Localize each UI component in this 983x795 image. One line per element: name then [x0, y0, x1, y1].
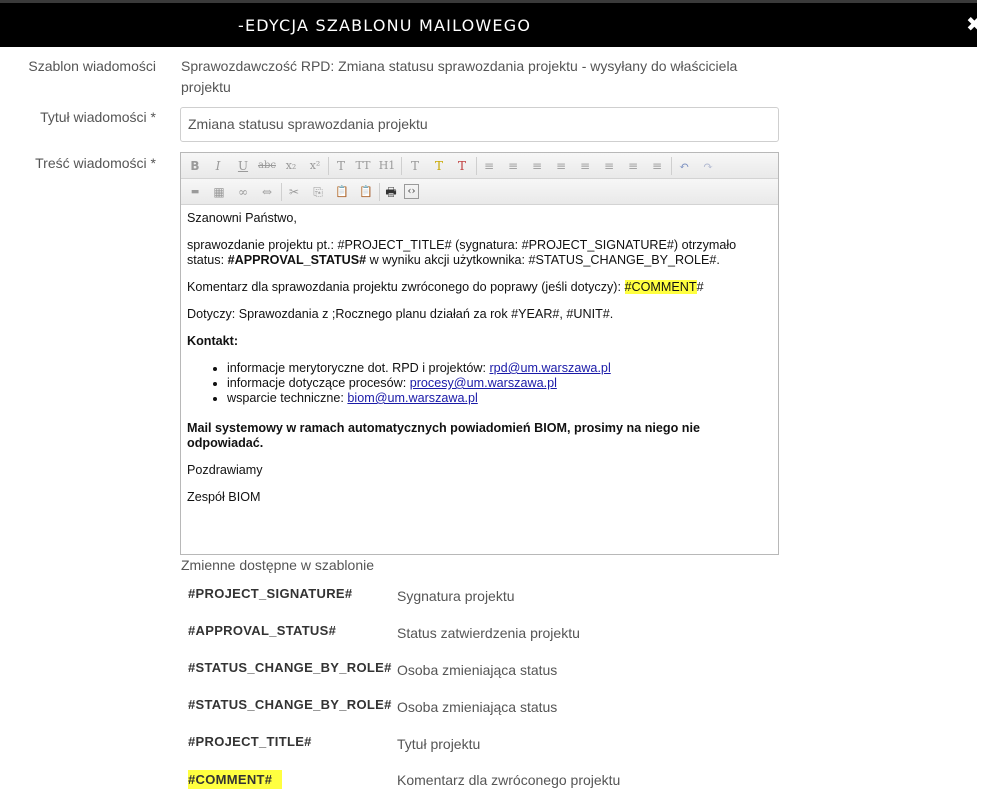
cut-icon[interactable]: ✂	[288, 185, 300, 199]
contact-text: informacje merytoryczne dot. RPD i projektów:	[227, 361, 490, 375]
font-family-icon[interactable]: T	[336, 159, 345, 173]
bullet-list-icon[interactable]: ≡	[483, 159, 495, 173]
contact-text: wsparcie techniczne:	[227, 391, 348, 405]
comment-paragraph	[187, 280, 772, 295]
rich-text-editor[interactable]	[180, 152, 779, 555]
source-code-icon[interactable]: ‹›	[404, 184, 419, 199]
comment-text-a: Komentarz dla sprawozdania projektu zwróconego do poprawy (jeśli dotyczy):	[187, 280, 625, 294]
comment-text-b: #	[696, 280, 704, 294]
outdent-icon[interactable]: ≡	[531, 159, 543, 173]
underline-icon[interactable]: U	[237, 159, 249, 173]
unlink-icon[interactable]: ⇔	[261, 185, 273, 199]
email-link[interactable]: rpd@um.warszawa.pl	[489, 361, 611, 375]
align-left-icon[interactable]: ≡	[579, 159, 591, 173]
modal-title: -EDYCJA SZABLONU MAILOWEGO	[238, 16, 532, 35]
toolbar-separator	[379, 183, 380, 201]
clear-format-icon[interactable]: T	[457, 159, 466, 173]
email-link[interactable]: biom@um.warszawa.pl	[347, 391, 478, 405]
toolbar-separator	[281, 183, 282, 201]
status-text-bold: #APPROVAL_STATUS#	[227, 253, 367, 267]
status-text-a: sprawozdanie projektu pt.: #PROJECT_TITLE# (sygnatura: #PROJECT_SIGNATURE#) otrzymało status:	[187, 238, 737, 267]
contact-list	[227, 361, 772, 406]
variable-name: #APPROVAL_STATUS#	[188, 623, 337, 638]
variable-description: Tytuł projektu	[397, 736, 481, 752]
list-item	[227, 391, 772, 406]
notice-paragraph	[187, 421, 772, 451]
template-value	[181, 56, 737, 98]
link-icon[interactable]: ∞	[238, 185, 248, 199]
variable-name: #PROJECT_SIGNATURE#	[188, 586, 353, 601]
notice-text: Mail systemowy w ramach automatycznych powiadomień BIOM, prosimy na niego nie odpowiadać.	[187, 421, 700, 450]
subject-input[interactable]: Zmiana statusu sprawozdania projektu	[180, 107, 779, 142]
numbered-list-icon[interactable]: ≡	[507, 159, 519, 173]
variable-description: Status zatwierdzenia projektu	[397, 625, 580, 641]
regarding-paragraph: Dotyczy: Sprawozdania z ;Rocznego planu działań za rok #YEAR#, #UNIT#.	[187, 307, 614, 321]
paste-icon[interactable]: 📋	[335, 185, 349, 198]
highlight-color-icon[interactable]: T	[434, 159, 443, 173]
editor-content[interactable]	[181, 206, 778, 554]
font-size-icon[interactable]: TT	[355, 159, 371, 172]
editor-toolbar-row2	[181, 179, 778, 205]
heading-icon[interactable]: H1	[378, 159, 396, 172]
variable-name: #STATUS_CHANGE_BY_ROLE#	[188, 660, 392, 675]
variable-name: #STATUS_CHANGE_BY_ROLE#	[188, 697, 392, 712]
email-link[interactable]: procesy@um.warszawa.pl	[409, 376, 557, 390]
align-justify-icon[interactable]: ≡	[651, 159, 663, 173]
variable-description: Komentarz dla zwróconego projektu	[397, 772, 621, 788]
align-right-icon[interactable]: ≡	[627, 159, 639, 173]
redo-icon[interactable]: ↷	[702, 159, 714, 173]
indent-icon[interactable]: ≡	[555, 159, 567, 173]
comment-highlight: #COMMENT	[624, 280, 697, 294]
undo-icon[interactable]: ↶	[678, 159, 690, 173]
toolbar-separator	[671, 157, 672, 175]
variables-caption: Zmienne dostępne w szablonie	[181, 557, 375, 573]
modal-header	[0, 0, 983, 47]
template-value-line2: projektu	[181, 79, 231, 95]
bold-icon[interactable]: B	[190, 159, 200, 173]
superscript-icon[interactable]: x²	[309, 159, 321, 172]
close-icon[interactable]: ✖	[966, 12, 983, 36]
template-value-line1: Sprawozdawczość RPD: Zmiana statusu sprawozdania projektu - wysyłany do właściciela	[181, 58, 738, 74]
variable-description: Osoba zmieniająca status	[397, 662, 558, 678]
signature-text: Zespół BIOM	[187, 490, 261, 504]
greeting-text: Szanowni Państwo,	[187, 211, 297, 225]
variable-name: #COMMENT#	[188, 770, 282, 789]
toolbar-separator	[328, 157, 329, 175]
status-text-b: w wyniku akcji użytkownika: #STATUS_CHANGE_BY_ROLE#.	[366, 253, 720, 267]
variable-name: #PROJECT_TITLE#	[188, 734, 312, 749]
list-item	[227, 361, 772, 376]
strikethrough-icon[interactable]: abc	[258, 160, 276, 171]
print-icon[interactable]: 🖶	[385, 185, 397, 199]
contact-heading	[187, 334, 772, 349]
subject-label: Tytuł wiadomości *	[40, 109, 156, 125]
copy-icon[interactable]: ⎘	[313, 185, 323, 199]
contact-heading-text: Kontakt:	[187, 334, 239, 348]
toolbar-separator	[401, 157, 402, 175]
image-icon[interactable]: ▦	[213, 185, 225, 199]
align-center-icon[interactable]: ≡	[603, 159, 615, 173]
toolbar-separator	[476, 157, 477, 175]
body-label: Treść wiadomości *	[35, 155, 156, 171]
text-color-icon[interactable]: T	[410, 159, 419, 173]
paste-text-icon[interactable]: 📋	[359, 185, 373, 198]
template-label: Szablon wiadomości	[28, 58, 156, 74]
list-item	[227, 376, 772, 391]
subscript-icon[interactable]: x₂	[285, 159, 297, 172]
status-paragraph	[187, 238, 772, 268]
horizontal-rule-icon[interactable]: ▬	[190, 187, 200, 197]
contact-text: informacje dotyczące procesów:	[227, 376, 410, 390]
variable-description: Sygnatura projektu	[397, 588, 515, 604]
closing-text: Pozdrawiamy	[187, 463, 263, 477]
italic-icon[interactable]: I	[215, 159, 221, 173]
editor-toolbar-row1	[181, 153, 778, 179]
variable-description: Osoba zmieniająca status	[397, 699, 558, 715]
